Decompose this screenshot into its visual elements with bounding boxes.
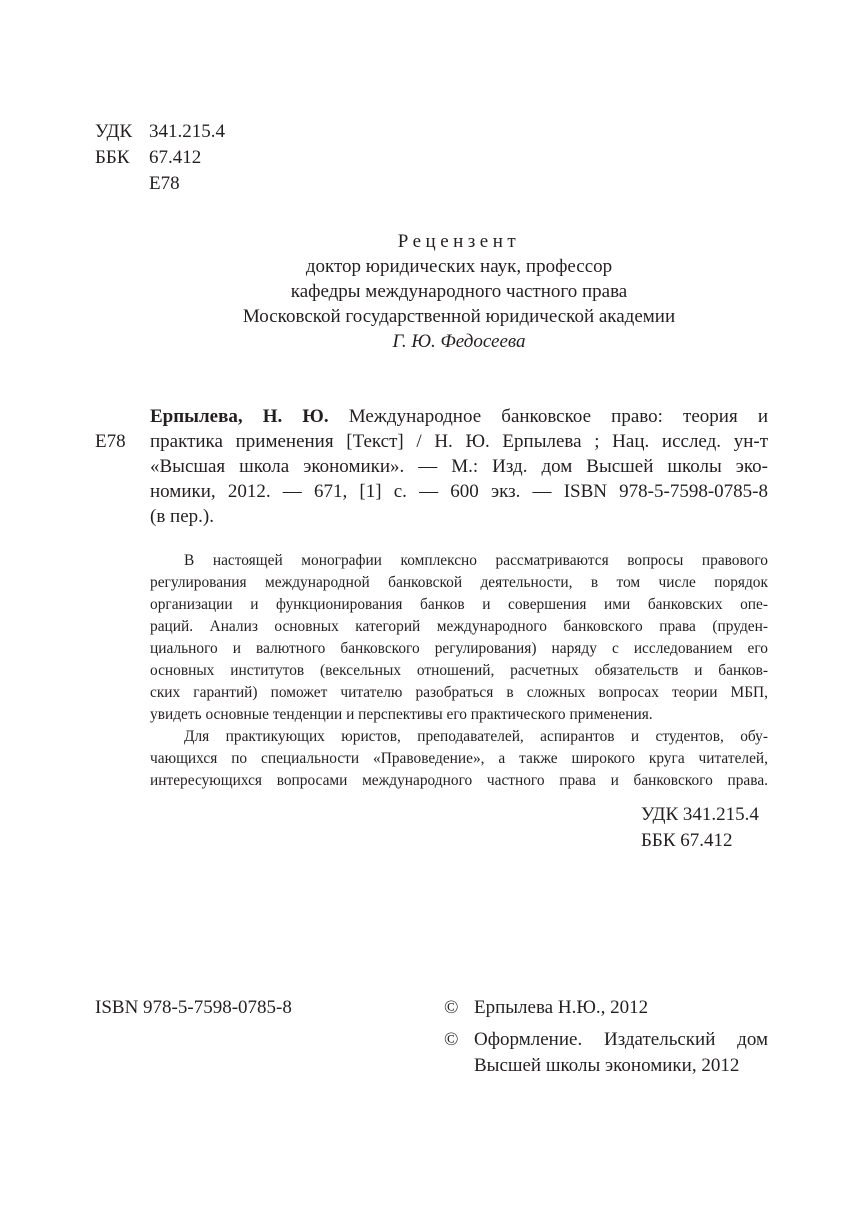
abstract-line: Для практикующих юристов, преподавателей, аспирантов и студентов, обу- <box>184 728 768 745</box>
bibliographic-entry <box>150 404 768 529</box>
classification-codes <box>95 119 225 197</box>
author-mark: Е78 <box>149 173 180 194</box>
abstract-line: чающихся по специальности «Правоведение», а также широкого круга читателей, <box>150 750 768 767</box>
entry-line: (в пер.). <box>150 506 214 527</box>
entry-author: Ерпылева, Н. Ю. <box>150 406 329 427</box>
reviewer-line: доктор юридических наук, профессор <box>305 256 613 277</box>
copyright-icon: © <box>444 1029 459 1050</box>
bottom-bbk: ББК 67.412 <box>641 830 733 851</box>
abstract-line: увидеть основные тенденции и перспективы его практического применения. <box>150 706 653 723</box>
entry-title: Международное банковское право: теория и <box>348 406 768 427</box>
bottom-udk: УДК 341.215.4 <box>641 804 759 825</box>
reviewer-block <box>150 229 768 354</box>
copyright-design-line: Оформление. Издательский дом <box>474 1029 768 1050</box>
abstract-line: раций. Анализ основных категорий международного банковского права (пруден- <box>150 618 768 635</box>
reviewer-title: Рецензент <box>397 231 521 252</box>
copyright-author <box>444 995 768 1021</box>
bbk-label: ББК <box>95 147 130 168</box>
abstract-line: регулирования международной банковской деятельности, в том числе порядок <box>150 574 768 591</box>
copyright-design-line: Высшей школы экономики, 2012 <box>474 1055 740 1076</box>
abstract <box>150 550 768 792</box>
copyright-author-text: Ерпылева Н.Ю., 2012 <box>474 997 649 1018</box>
bbk-row <box>95 145 225 171</box>
entry-line <box>150 404 768 429</box>
entry-line: «Высшая школа экономики». — М.: Изд. дом Высшей школы эко- <box>150 456 768 477</box>
reviewer-line: Московской государственной юридической академии <box>242 306 676 327</box>
abstract-line: ских гарантий) поможет читателю разобраться в сложных вопросах теории МБП, <box>150 684 768 701</box>
entry-line: практика применения [Текст] / Н. Ю. Ерпылева ; Нац. исслед. ун-т <box>150 431 768 452</box>
bottom-codes <box>641 802 759 854</box>
isbn: ISBN 978-5-7598-0785-8 <box>95 997 292 1018</box>
udk-value: 341.215.4 <box>149 121 225 142</box>
udk-label: УДК <box>95 121 133 142</box>
abstract-line: В настоящей монографии комплексно рассматриваются вопросы правового <box>184 552 768 569</box>
entry-code: Е78 <box>95 431 126 452</box>
entry-line: номики, 2012. — 671, [1] с. — 600 экз. — ISBN 978-5-7598-0785-8 <box>150 481 768 502</box>
copyright-design <box>444 1027 768 1079</box>
copyright-block <box>444 995 768 1085</box>
copyright-design-text <box>474 1027 768 1079</box>
udk-row <box>95 119 225 145</box>
reviewer-line: кафедры международного частного права <box>290 281 628 302</box>
abstract-line: циального и валютного банковского регулирования) наряду с исследованием его <box>150 640 768 657</box>
abstract-line: организации и функционирования банков и совершения ими банковских опе- <box>150 596 768 613</box>
copyright-icon: © <box>444 997 459 1018</box>
reviewer-name: Г. Ю. Федосеева <box>392 331 526 352</box>
abstract-line: основных институтов (вексельных отношений, расчетных обязательств и банков- <box>150 662 768 679</box>
bbk-value: 67.412 <box>149 147 202 168</box>
abstract-line: интересующихся вопросами международного частного права и банковского права. <box>150 772 768 789</box>
